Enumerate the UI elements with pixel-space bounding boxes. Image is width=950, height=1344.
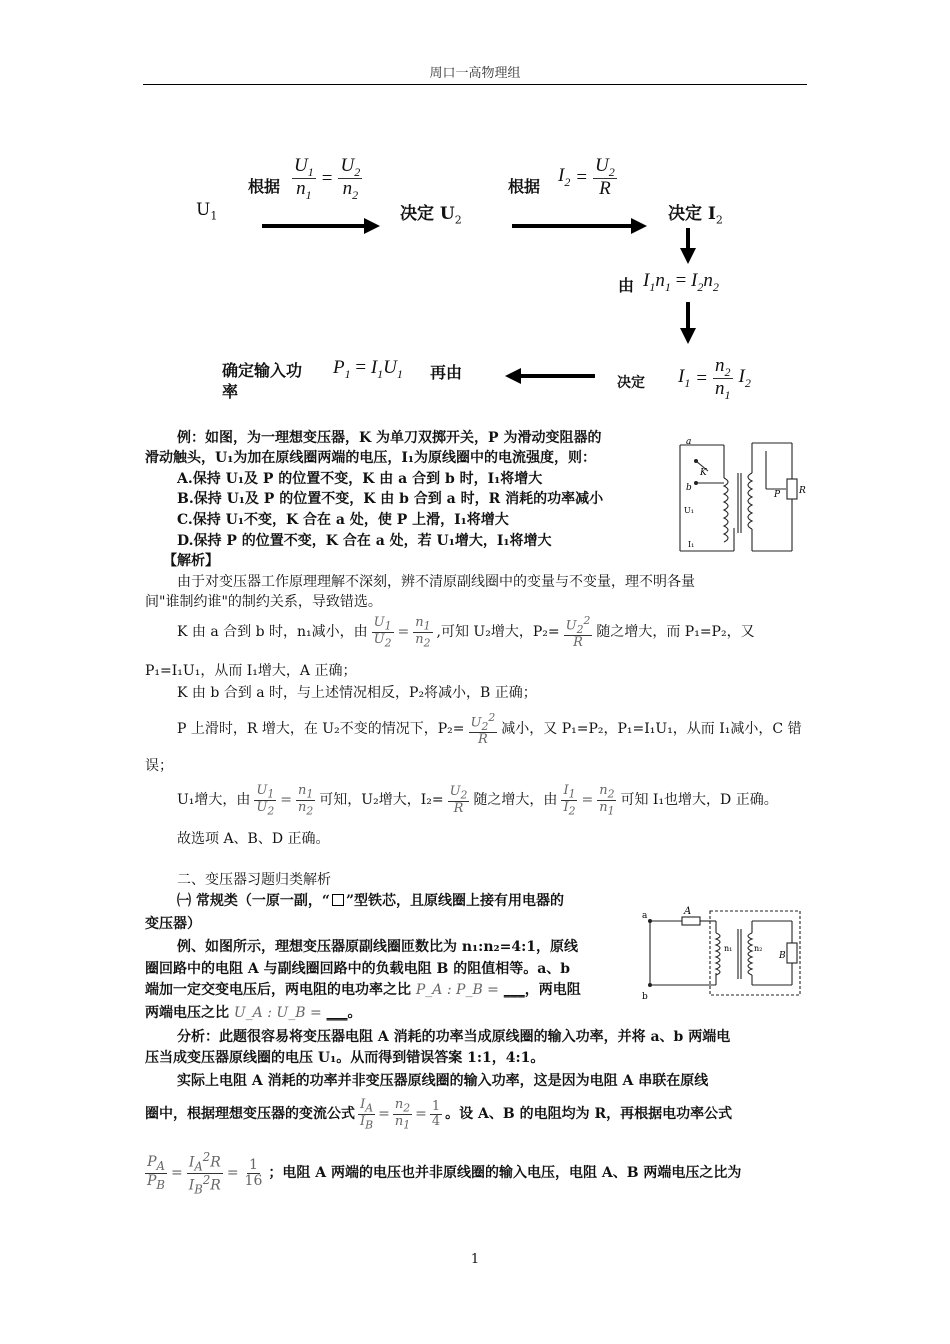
analysis-para-2: K 由 b 合到 a 时，与上述情况相反，P₂将减小，B 正确； (177, 685, 537, 701)
page-number: 1 (470, 1252, 480, 1267)
analysis2-line-3: 实际上电阻 A 消耗的功率并非变压器原线圈的输入功率，这是因为电阻 A 串联在原线 (177, 1073, 709, 1089)
example2-line-4: 两端电压之比 U_A : U_B = ___。 (145, 1005, 362, 1021)
analysis-para-3-end: 误； (145, 758, 173, 774)
fig1-label-u1: U₁ (684, 506, 694, 515)
analysis-para-1: K 由 a 合到 b 时，n₁减小，由 $\frac{U_1}{U_2}$ = $\frac{n_1}{n_2}$ ,可知 U₂增大，P₂= $\frac{U_2^2}{R}$ 随之增大，而 P₁=P₂，又 (177, 613, 755, 650)
option-c: C.保持 U₁不变，K 合在 a 处，使 P 上滑，I₁将增大 (177, 512, 509, 528)
fig1-label-p: P (774, 490, 781, 500)
fig1-label-r: R (799, 486, 806, 496)
analysis-text-2: 间"谁制约谁"的制约关系，导致错选。 (145, 594, 382, 610)
arrow-3-head (680, 248, 696, 264)
fig2-label-b: b (642, 992, 648, 1002)
fig2-label-resistor-a: A (684, 906, 692, 917)
analysis2-line-5: $\frac{P_A}{P_B}$ = $\frac{I_A^2R}{I_B^2R}$ = $\frac{1}{16}$ ；电阻 A 两端的电压也并非原线圈的输入电压，电阻 A、B 两端电压之比为 (147, 1149, 742, 1196)
flow-step4-equation: $I_1$ = $\frac{n_2}{n_1}$ $I_2$ (678, 355, 751, 403)
circuit-figure-2 (642, 903, 810, 1003)
section2-subtitle-end: 变压器） (145, 916, 201, 932)
flow-step2-label: 根据 (508, 177, 541, 196)
section2-title: 二、变压器习题归类解析 (177, 872, 331, 888)
analysis2-line-4: 圈中，根据理想变压器的变流公式 $\frac{I_A}{I_B}$ = $\frac{n_2}{n_1}$ = $\frac{1}{4}$ 。设 A、B 的电阻均为 R，再根据电功率公式 (145, 1096, 733, 1132)
flow-final-text: 确定输入功 率 (222, 361, 303, 401)
example2-line-1: 例、如图所示，理想变压器原副线圈匝数比为 n₁:n₂=4:1，原线 (177, 939, 579, 955)
arrow-5-head (505, 368, 521, 384)
option-b: B.保持 U₁及 P 的位置不变，K 由 b 合到 a 时，R 消耗的功率减小 (177, 491, 604, 507)
fig1-label-i1: I₁ (688, 540, 695, 549)
analysis-title: 【解析】 (163, 553, 219, 569)
example1-line-2: 滑动触头，U₁为加在原线圈两端的电压，I₁为原线圈中的电流强度，则： (145, 450, 597, 466)
analysis2-line-1: 分析：此题很容易将变压器电阻 A 消耗的功率当成原线圈的输入功率，并将 a、b 两端电 (177, 1029, 731, 1045)
analysis-para-3: P 上滑时，R 增大，在 U₂不变的情况下，P₂= $\frac{U_2^2}{R}$ 减小，又 P₁=P₂，P₁=I₁U₁，从而 I₁减小，C 错 (177, 710, 802, 747)
fig2-label-resistor-b: B (779, 951, 786, 961)
analysis-conclusion: 故选项 A、B、D 正确。 (177, 831, 330, 847)
flow-u1: $U_1$ (196, 200, 218, 223)
flow-decide-u2: 决定 $U_2$ (400, 204, 462, 227)
option-d: D.保持 P 的位置不变，K 合在 a 处，若 U₁增大，I₁将增大 (177, 533, 552, 549)
arrow-4-head (680, 328, 696, 344)
flow-step1-equation: $\frac{U_1}{n_1}$ = $\frac{U_2}{n_2}$ (294, 155, 361, 203)
flow-arrows (0, 0, 950, 420)
example1-line-1: 例：如图，为一理想变压器，K 为单刀双掷开关，P 为滑动变阻器的 (177, 430, 602, 446)
flow-final-suffix: 再由 (430, 363, 463, 382)
flow-step4-label: 决定 (617, 375, 645, 391)
circuit-figure-1 (666, 433, 806, 557)
analysis-para-1-end: P₁=I₁U₁，从而 I₁增大，A 正确； (145, 663, 357, 679)
flow-final-equation: $P_1 = I_1U_1$ (333, 357, 403, 381)
fig2-label-n1: n₁ (724, 944, 733, 953)
arrow-2-head (631, 218, 647, 234)
core-shape-icon (332, 894, 344, 906)
analysis-para-4: U₁增大，由 $\frac{U_1}{U_2}$ = $\frac{n_1}{n_2}$ 可知，U₂增大，I₂= $\frac{U_2}{R}$ 随之增大，由 $\frac{I_1}{I_2}$ = $\frac{n_2}{n_1}$ 可知 I₁也增大，D 正确。 (177, 782, 778, 818)
flow-decide-i2: 决定 $I_2$ (668, 204, 723, 227)
section2-subtitle: ㈠ 常规类（一原一副，“ ”型铁芯，且原线圈上接有用电器的 (177, 893, 564, 909)
example2-line-2: 圈回路中的电阻 A 与副线圈回路中的负载电阻 B 的阻值相等。a、b (145, 961, 571, 977)
flow-step2-equation: $I_2$ = $\frac{U_2}{R}$ (558, 155, 615, 200)
example2-line-3: 端加一定交变电压后，两电阻的电功率之比 P_A : P_B = ___，两电阻 (145, 982, 581, 998)
flow-step3-equation: $I_1n_1 = I_2n_2$ (643, 270, 719, 294)
fig2-label-n2: n₂ (754, 944, 763, 953)
fig1-label-b: b (686, 483, 692, 493)
option-a: A.保持 U₁及 P 的位置不变，K 由 a 合到 b 时，I₁将增大 (177, 471, 543, 487)
flow-step3-label: 由 (618, 276, 635, 295)
fig1-label-k: K (700, 468, 707, 478)
fig1-label-a: a (686, 437, 692, 447)
fig2-label-a: a (642, 911, 648, 921)
page-header: 周口一高物理组 (429, 66, 521, 81)
switch-contact-a (694, 459, 698, 463)
analysis-text-1: 由于对变压器工作原理理解不深刻，辨不清原副线圈中的变量与不变量，理不明各量 (177, 574, 695, 590)
arrow-1-head (364, 218, 380, 234)
flow-step1-label: 根据 (248, 177, 281, 196)
analysis2-line-2: 压当成变压器原线圈的电压 U₁。从而得到错误答案 1:1，4:1。 (145, 1050, 545, 1066)
switch-contact-b (694, 481, 698, 485)
